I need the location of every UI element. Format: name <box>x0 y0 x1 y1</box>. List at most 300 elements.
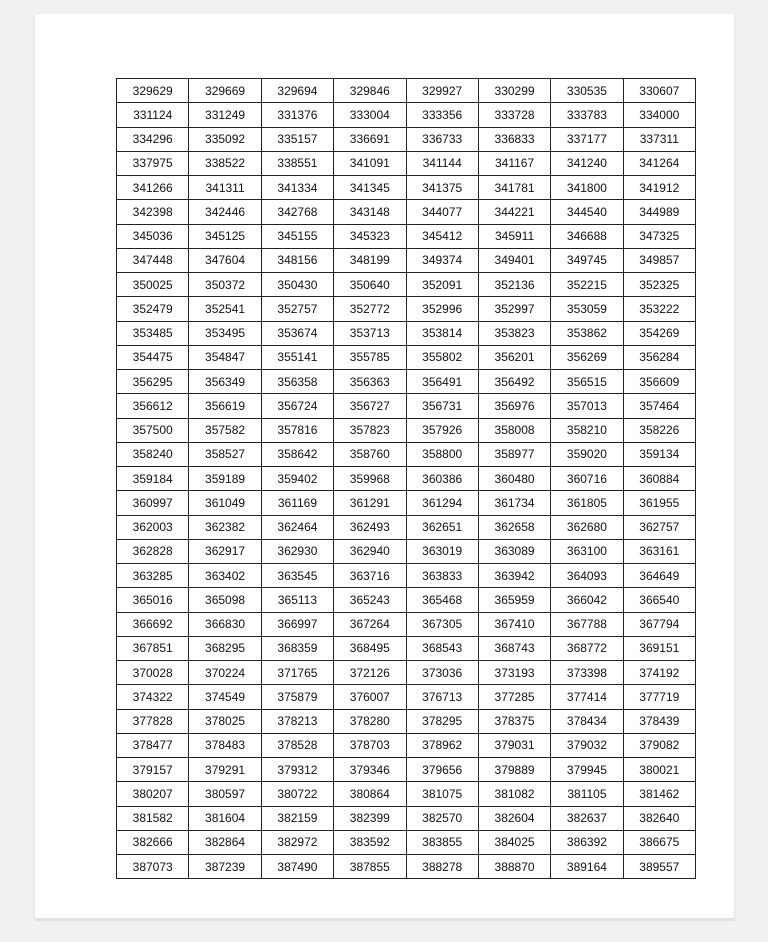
table-row <box>117 103 696 127</box>
table-cell: 382666 <box>117 830 189 854</box>
table-cell: 375879 <box>261 685 333 709</box>
table-cell: 368543 <box>406 636 478 660</box>
table-cell: 367788 <box>551 612 623 636</box>
table-cell: 352091 <box>406 273 478 297</box>
table-cell: 358642 <box>261 442 333 466</box>
table-row <box>117 151 696 175</box>
table-cell: 333728 <box>478 103 550 127</box>
table-cell: 349401 <box>478 248 550 272</box>
table-row <box>117 733 696 757</box>
table-cell: 341912 <box>623 176 695 200</box>
table-cell: 341375 <box>406 176 478 200</box>
table-cell: 379157 <box>117 758 189 782</box>
table-cell: 359402 <box>261 467 333 491</box>
table-cell: 356619 <box>189 394 261 418</box>
table-cell: 382570 <box>406 806 478 830</box>
table-cell: 356492 <box>478 370 550 394</box>
table-cell: 356363 <box>334 370 406 394</box>
table-cell: 356284 <box>623 345 695 369</box>
table-cell: 333004 <box>334 103 406 127</box>
table-cell: 387073 <box>117 855 189 879</box>
table-cell: 336691 <box>334 127 406 151</box>
table-cell: 366540 <box>623 588 695 612</box>
table-cell: 360480 <box>478 467 550 491</box>
table-cell: 382640 <box>623 806 695 830</box>
table-cell: 356358 <box>261 370 333 394</box>
table-cell: 374549 <box>189 685 261 709</box>
table-cell: 363545 <box>261 564 333 588</box>
table-cell: 383855 <box>406 830 478 854</box>
table-cell: 350640 <box>334 273 406 297</box>
table-cell: 357464 <box>623 394 695 418</box>
table-cell: 350430 <box>261 273 333 297</box>
table-cell: 374322 <box>117 685 189 709</box>
table-cell: 344540 <box>551 200 623 224</box>
table-cell: 376713 <box>406 685 478 709</box>
table-cell: 381105 <box>551 782 623 806</box>
table-cell: 358527 <box>189 442 261 466</box>
table-cell: 380021 <box>623 758 695 782</box>
table-cell: 341240 <box>551 151 623 175</box>
table-cell: 378477 <box>117 733 189 757</box>
table-row <box>117 515 696 539</box>
table-cell: 379889 <box>478 758 550 782</box>
table-cell: 357816 <box>261 418 333 442</box>
table-row <box>117 297 696 321</box>
table-cell: 368743 <box>478 636 550 660</box>
table-cell: 379291 <box>189 758 261 782</box>
table-cell: 366692 <box>117 612 189 636</box>
table-cell: 362917 <box>189 539 261 563</box>
table-cell: 368495 <box>334 636 406 660</box>
table-cell: 362464 <box>261 515 333 539</box>
table-cell: 365113 <box>261 588 333 612</box>
table-cell: 356349 <box>189 370 261 394</box>
table-cell: 363833 <box>406 564 478 588</box>
table-cell: 363285 <box>117 564 189 588</box>
table-cell: 353823 <box>478 321 550 345</box>
table-cell: 356976 <box>478 394 550 418</box>
table-cell: 352757 <box>261 297 333 321</box>
table-cell: 353862 <box>551 321 623 345</box>
table-row <box>117 442 696 466</box>
table-cell: 357582 <box>189 418 261 442</box>
table-cell: 352215 <box>551 273 623 297</box>
table-row <box>117 758 696 782</box>
table-cell: 356609 <box>623 370 695 394</box>
table-cell: 353495 <box>189 321 261 345</box>
table-cell: 378703 <box>334 733 406 757</box>
table-row <box>117 321 696 345</box>
table-cell: 380207 <box>117 782 189 806</box>
table-cell: 341334 <box>261 176 333 200</box>
table-cell: 362658 <box>478 515 550 539</box>
table-cell: 386392 <box>551 830 623 854</box>
table-cell: 350025 <box>117 273 189 297</box>
table-cell: 381075 <box>406 782 478 806</box>
table-cell: 358760 <box>334 442 406 466</box>
table-cell: 335092 <box>189 127 261 151</box>
table-cell: 356731 <box>406 394 478 418</box>
table-cell: 382864 <box>189 830 261 854</box>
table-row <box>117 345 696 369</box>
table-row <box>117 564 696 588</box>
table-cell: 353674 <box>261 321 333 345</box>
table-cell: 363402 <box>189 564 261 588</box>
table-cell: 358800 <box>406 442 478 466</box>
table-cell: 357500 <box>117 418 189 442</box>
table-cell: 384025 <box>478 830 550 854</box>
table-cell: 372126 <box>334 661 406 685</box>
table-cell: 354269 <box>623 321 695 345</box>
table-cell: 361294 <box>406 491 478 515</box>
table-cell: 337975 <box>117 151 189 175</box>
table-cell: 363942 <box>478 564 550 588</box>
table-cell: 348156 <box>261 248 333 272</box>
table-cell: 359020 <box>551 442 623 466</box>
table-cell: 329669 <box>189 79 261 103</box>
table-cell: 350372 <box>189 273 261 297</box>
table-cell: 362382 <box>189 515 261 539</box>
table-row <box>117 709 696 733</box>
table-cell: 361734 <box>478 491 550 515</box>
table-cell: 359968 <box>334 467 406 491</box>
table-row <box>117 612 696 636</box>
table-cell: 363019 <box>406 539 478 563</box>
table-cell: 379312 <box>261 758 333 782</box>
table-cell: 341144 <box>406 151 478 175</box>
table-cell: 388278 <box>406 855 478 879</box>
table-cell: 378213 <box>261 709 333 733</box>
table-cell: 352772 <box>334 297 406 321</box>
table-cell: 345412 <box>406 224 478 248</box>
table-cell: 341264 <box>623 151 695 175</box>
table-cell: 331249 <box>189 103 261 127</box>
table-cell: 362930 <box>261 539 333 563</box>
table-cell: 389557 <box>623 855 695 879</box>
table-cell: 359134 <box>623 442 695 466</box>
table-cell: 357926 <box>406 418 478 442</box>
table-cell: 378025 <box>189 709 261 733</box>
table-cell: 361049 <box>189 491 261 515</box>
table-row <box>117 176 696 200</box>
table-cell: 382399 <box>334 806 406 830</box>
table-cell: 345323 <box>334 224 406 248</box>
table-cell: 378375 <box>478 709 550 733</box>
table-cell: 377719 <box>623 685 695 709</box>
table-cell: 360884 <box>623 467 695 491</box>
table-row <box>117 467 696 491</box>
table-cell: 378280 <box>334 709 406 733</box>
table-cell: 380864 <box>334 782 406 806</box>
table-cell: 370224 <box>189 661 261 685</box>
table-cell: 356612 <box>117 394 189 418</box>
table-cell: 342398 <box>117 200 189 224</box>
table-cell: 379945 <box>551 758 623 782</box>
table-row <box>117 79 696 103</box>
table-row <box>117 248 696 272</box>
table-cell: 345036 <box>117 224 189 248</box>
table-cell: 353713 <box>334 321 406 345</box>
table-cell: 373036 <box>406 661 478 685</box>
table-cell: 347604 <box>189 248 261 272</box>
table-cell: 354847 <box>189 345 261 369</box>
table-cell: 370028 <box>117 661 189 685</box>
table-cell: 347325 <box>623 224 695 248</box>
table-cell: 341800 <box>551 176 623 200</box>
table-cell: 329694 <box>261 79 333 103</box>
table-row <box>117 394 696 418</box>
table-cell: 343148 <box>334 200 406 224</box>
table-cell: 341781 <box>478 176 550 200</box>
table-cell: 382159 <box>261 806 333 830</box>
table-cell: 345125 <box>189 224 261 248</box>
table-cell: 381082 <box>478 782 550 806</box>
table-cell: 352996 <box>406 297 478 321</box>
table-cell: 338522 <box>189 151 261 175</box>
table-cell: 352325 <box>623 273 695 297</box>
table-cell: 329927 <box>406 79 478 103</box>
table-cell: 360716 <box>551 467 623 491</box>
table-cell: 368295 <box>189 636 261 660</box>
table-cell: 357823 <box>334 418 406 442</box>
table-cell: 380722 <box>261 782 333 806</box>
table-cell: 341266 <box>117 176 189 200</box>
table-cell: 360997 <box>117 491 189 515</box>
table-cell: 365468 <box>406 588 478 612</box>
table-cell: 346688 <box>551 224 623 248</box>
table-cell: 341167 <box>478 151 550 175</box>
table-cell: 387239 <box>189 855 261 879</box>
table-cell: 377828 <box>117 709 189 733</box>
table-cell: 376007 <box>334 685 406 709</box>
table-cell: 334296 <box>117 127 189 151</box>
table-cell: 358226 <box>623 418 695 442</box>
table-row <box>117 830 696 854</box>
table-cell: 364649 <box>623 564 695 588</box>
table-cell: 356491 <box>406 370 478 394</box>
table-cell: 352136 <box>478 273 550 297</box>
table-cell: 341091 <box>334 151 406 175</box>
table-row <box>117 685 696 709</box>
table-cell: 342768 <box>261 200 333 224</box>
table-cell: 379656 <box>406 758 478 782</box>
table-cell: 365959 <box>478 588 550 612</box>
table-cell: 356201 <box>478 345 550 369</box>
table-cell: 373193 <box>478 661 550 685</box>
table-cell: 358240 <box>117 442 189 466</box>
table-row <box>117 224 696 248</box>
table-cell: 361805 <box>551 491 623 515</box>
table-row <box>117 127 696 151</box>
table-cell: 337177 <box>551 127 623 151</box>
table-cell: 361169 <box>261 491 333 515</box>
table-cell: 380597 <box>189 782 261 806</box>
table-cell: 356727 <box>334 394 406 418</box>
table-cell: 341345 <box>334 176 406 200</box>
table-cell: 331376 <box>261 103 333 127</box>
table-cell: 387855 <box>334 855 406 879</box>
table-cell: 360386 <box>406 467 478 491</box>
table-cell: 378483 <box>189 733 261 757</box>
table-cell: 353059 <box>551 297 623 321</box>
table-cell: 366042 <box>551 588 623 612</box>
table-cell: 355141 <box>261 345 333 369</box>
table-row <box>117 588 696 612</box>
table-cell: 378962 <box>406 733 478 757</box>
table-row <box>117 370 696 394</box>
table-cell: 336833 <box>478 127 550 151</box>
table-cell: 355802 <box>406 345 478 369</box>
table-cell: 382972 <box>261 830 333 854</box>
table-cell: 354475 <box>117 345 189 369</box>
table-cell: 349745 <box>551 248 623 272</box>
table-cell: 357013 <box>551 394 623 418</box>
table-cell: 362757 <box>623 515 695 539</box>
table-cell: 366830 <box>189 612 261 636</box>
table-cell: 356515 <box>551 370 623 394</box>
table-cell: 333356 <box>406 103 478 127</box>
table-cell: 377414 <box>551 685 623 709</box>
document-page <box>35 14 734 918</box>
table-row <box>117 806 696 830</box>
table-row <box>117 855 696 879</box>
table-cell: 359189 <box>189 467 261 491</box>
table-cell: 349857 <box>623 248 695 272</box>
table-cell: 362493 <box>334 515 406 539</box>
table-cell: 367794 <box>623 612 695 636</box>
table-cell: 344989 <box>623 200 695 224</box>
table-row <box>117 418 696 442</box>
table-cell: 345155 <box>261 224 333 248</box>
table-cell: 373398 <box>551 661 623 685</box>
table-cell: 363716 <box>334 564 406 588</box>
table-cell: 361955 <box>623 491 695 515</box>
table-cell: 381604 <box>189 806 261 830</box>
table-cell: 330607 <box>623 79 695 103</box>
table-cell: 352479 <box>117 297 189 321</box>
table-cell: 362003 <box>117 515 189 539</box>
table-cell: 387490 <box>261 855 333 879</box>
table-cell: 329629 <box>117 79 189 103</box>
table-cell: 366997 <box>261 612 333 636</box>
table-cell: 362940 <box>334 539 406 563</box>
table-cell: 344077 <box>406 200 478 224</box>
table-cell: 331124 <box>117 103 189 127</box>
table-cell: 353485 <box>117 321 189 345</box>
table-cell: 381462 <box>623 782 695 806</box>
table-body <box>117 79 696 879</box>
table-cell: 363161 <box>623 539 695 563</box>
table-cell: 378439 <box>623 709 695 733</box>
table-row <box>117 200 696 224</box>
table-cell: 341311 <box>189 176 261 200</box>
table-cell: 377285 <box>478 685 550 709</box>
table-cell: 368359 <box>261 636 333 660</box>
table-cell: 367410 <box>478 612 550 636</box>
table-cell: 389164 <box>551 855 623 879</box>
table-cell: 358977 <box>478 442 550 466</box>
table-cell: 369151 <box>623 636 695 660</box>
table-cell: 353222 <box>623 297 695 321</box>
table-cell: 379346 <box>334 758 406 782</box>
table-cell: 344221 <box>478 200 550 224</box>
table-cell: 363089 <box>478 539 550 563</box>
table-cell: 358210 <box>551 418 623 442</box>
table-cell: 374192 <box>623 661 695 685</box>
table-cell: 361291 <box>334 491 406 515</box>
table-cell: 347448 <box>117 248 189 272</box>
table-cell: 379082 <box>623 733 695 757</box>
table-cell: 359184 <box>117 467 189 491</box>
table-cell: 336733 <box>406 127 478 151</box>
table-cell: 334000 <box>623 103 695 127</box>
table-cell: 362828 <box>117 539 189 563</box>
table-cell: 338551 <box>261 151 333 175</box>
table-cell: 349374 <box>406 248 478 272</box>
table-cell: 367264 <box>334 612 406 636</box>
table-cell: 342446 <box>189 200 261 224</box>
table-cell: 378434 <box>551 709 623 733</box>
table-cell: 365243 <box>334 588 406 612</box>
table-row <box>117 782 696 806</box>
table-cell: 368772 <box>551 636 623 660</box>
table-cell: 379031 <box>478 733 550 757</box>
table-cell: 330535 <box>551 79 623 103</box>
table-row <box>117 636 696 660</box>
table-cell: 383592 <box>334 830 406 854</box>
table-cell: 337311 <box>623 127 695 151</box>
table-cell: 356269 <box>551 345 623 369</box>
number-table <box>116 78 696 879</box>
table-cell: 371765 <box>261 661 333 685</box>
table-cell: 345911 <box>478 224 550 248</box>
table-row <box>117 661 696 685</box>
table-cell: 362651 <box>406 515 478 539</box>
table-cell: 358008 <box>478 418 550 442</box>
page-shadow-edge <box>35 918 734 921</box>
table-cell: 386675 <box>623 830 695 854</box>
table-cell: 348199 <box>334 248 406 272</box>
table-cell: 352541 <box>189 297 261 321</box>
table-cell: 353814 <box>406 321 478 345</box>
table-cell: 362680 <box>551 515 623 539</box>
table-cell: 329846 <box>334 79 406 103</box>
table-cell: 378295 <box>406 709 478 733</box>
table-cell: 335157 <box>261 127 333 151</box>
table-cell: 365098 <box>189 588 261 612</box>
table-cell: 382604 <box>478 806 550 830</box>
table-row <box>117 539 696 563</box>
table-cell: 379032 <box>551 733 623 757</box>
table-cell: 356724 <box>261 394 333 418</box>
table-cell: 367851 <box>117 636 189 660</box>
table-cell: 355785 <box>334 345 406 369</box>
table-cell: 333783 <box>551 103 623 127</box>
table-cell: 367305 <box>406 612 478 636</box>
table-cell: 382637 <box>551 806 623 830</box>
table-cell: 388870 <box>478 855 550 879</box>
table-cell: 363100 <box>551 539 623 563</box>
table-row <box>117 491 696 515</box>
table-row <box>117 273 696 297</box>
table-cell: 364093 <box>551 564 623 588</box>
table-cell: 330299 <box>478 79 550 103</box>
table-cell: 381582 <box>117 806 189 830</box>
table-cell: 356295 <box>117 370 189 394</box>
table-cell: 365016 <box>117 588 189 612</box>
table-cell: 378528 <box>261 733 333 757</box>
